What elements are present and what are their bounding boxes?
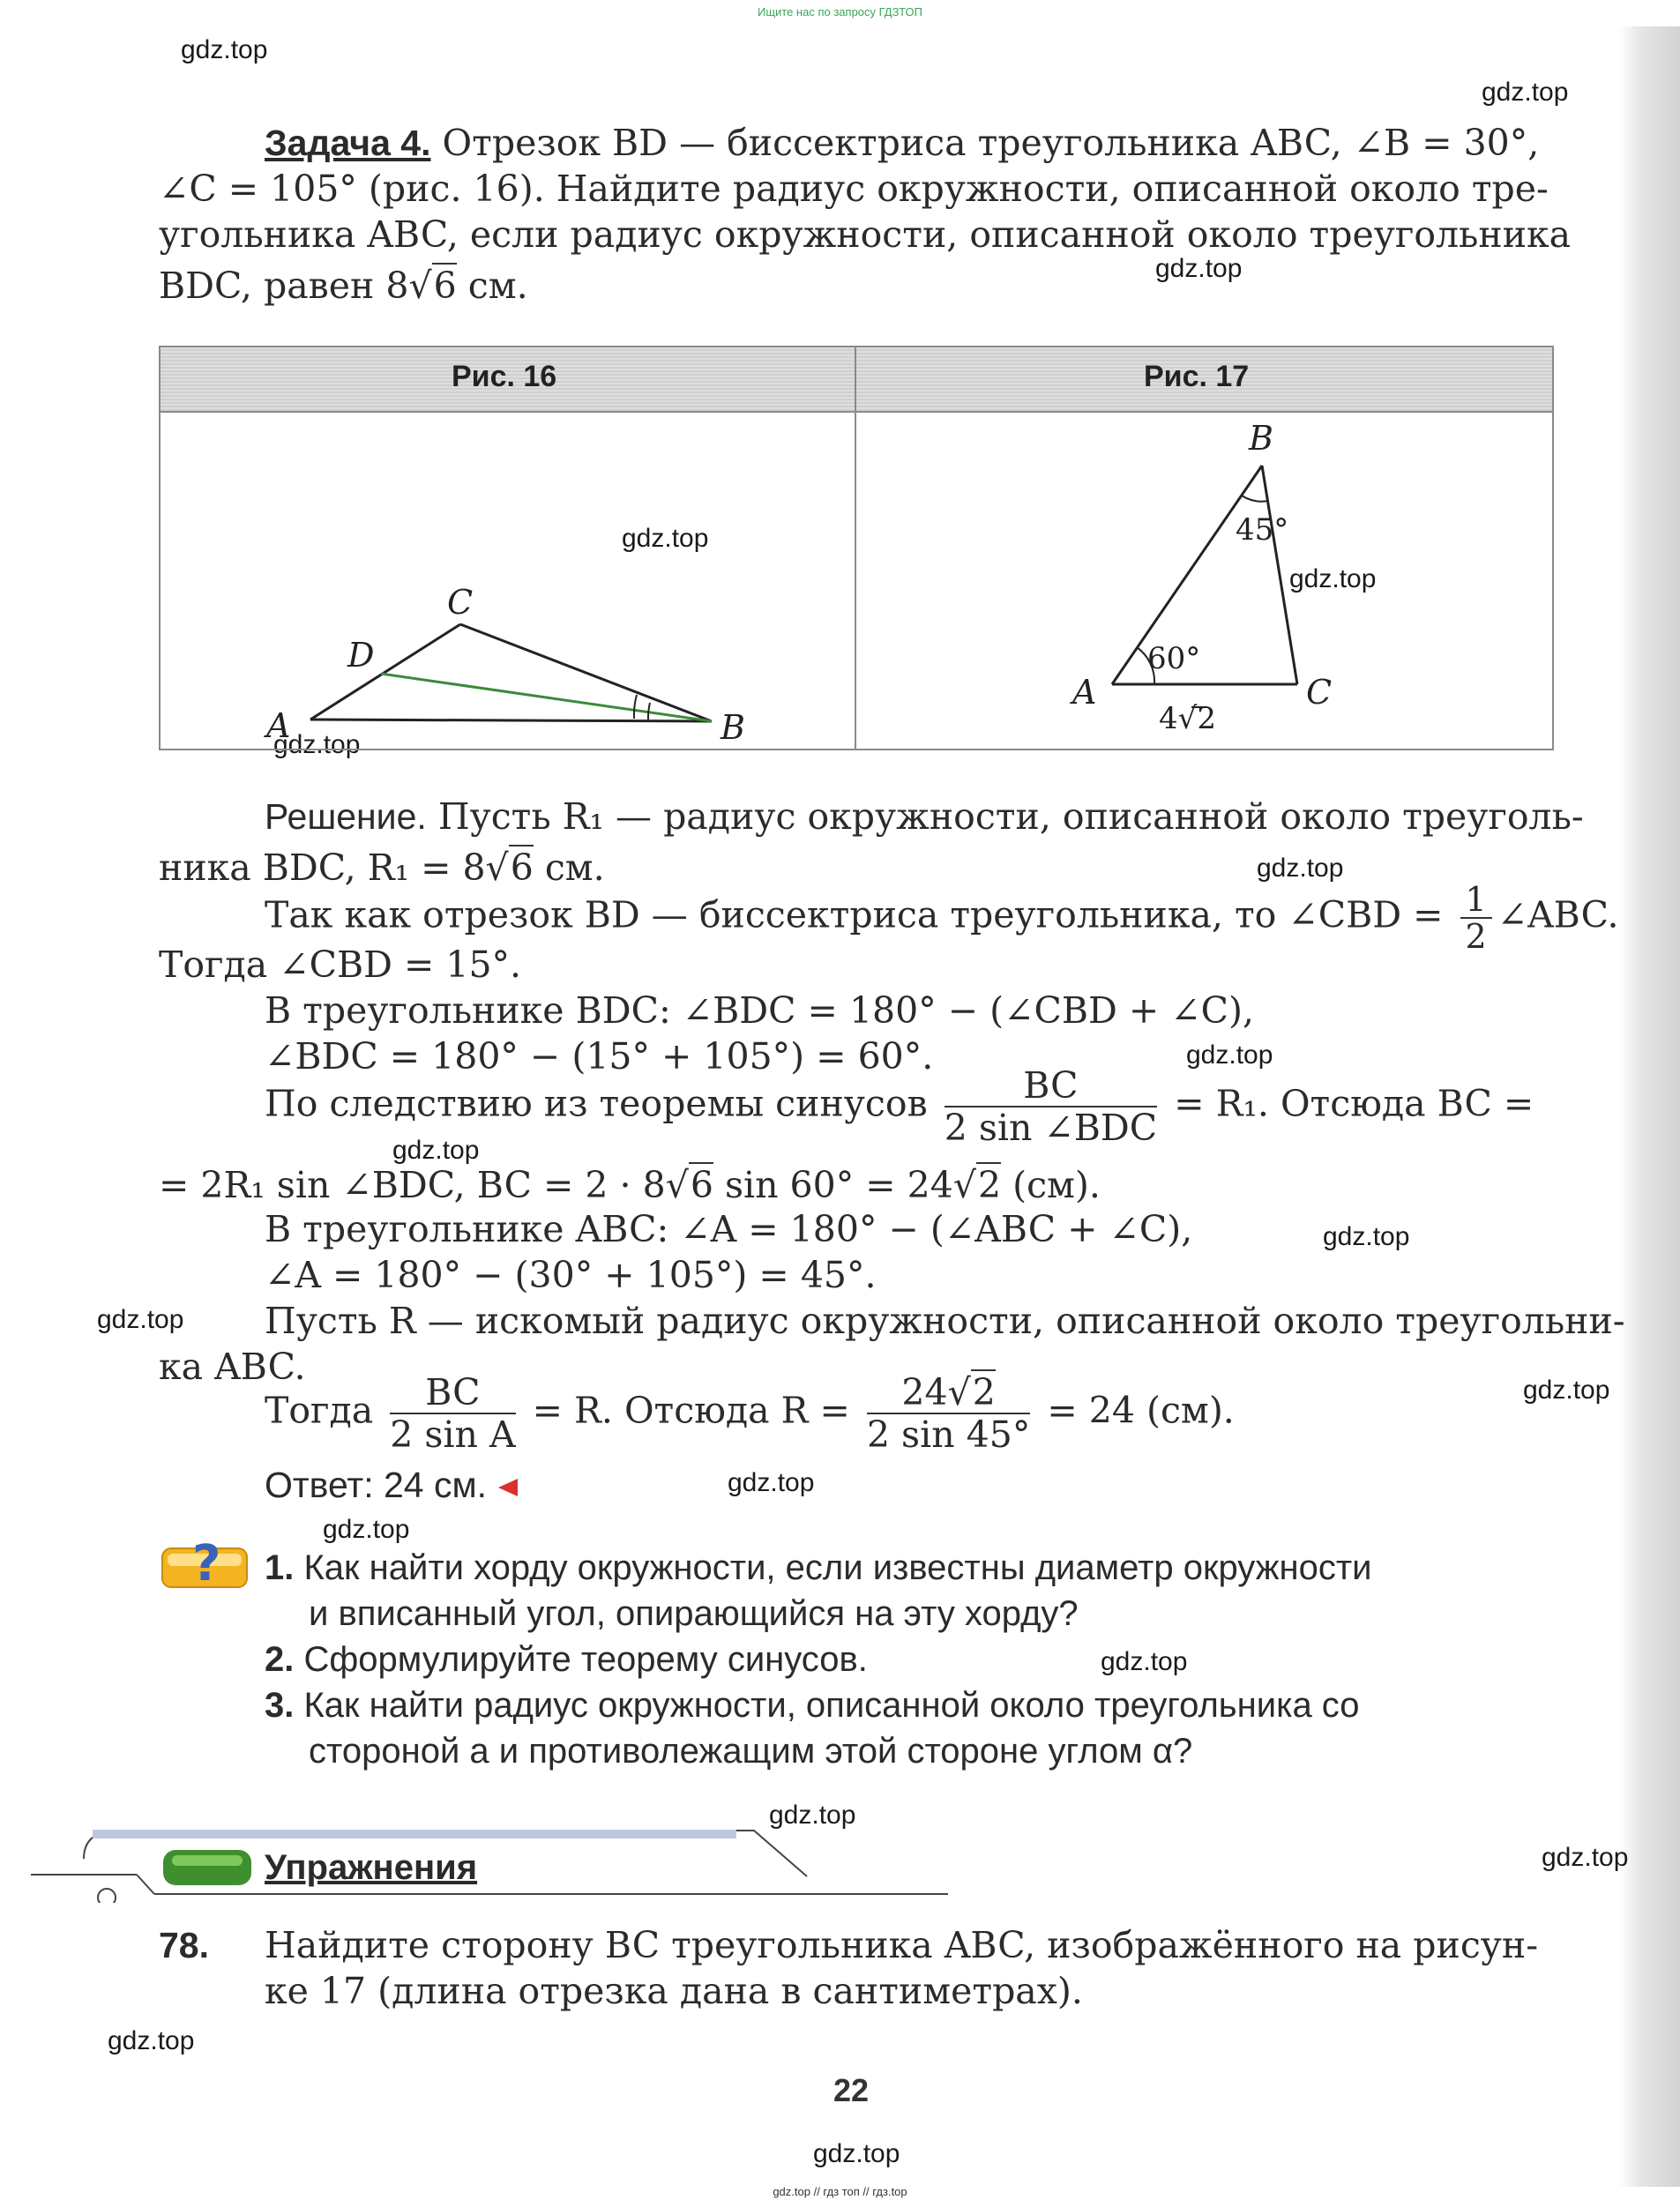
solution-line-9: В треугольнике ABC: ∠A = 180° − (∠ABC + ∠C), [265, 1208, 1193, 1250]
watermark: gdz.top [622, 524, 709, 553]
solution-line-12: ка ABC. [159, 1346, 306, 1388]
watermark: gdz.top [97, 1305, 184, 1334]
exercises-heading: Упражнения [265, 1848, 478, 1887]
question-3: 3. Как найти радиус окружности, описанной около треугольника со [265, 1686, 1360, 1725]
solution-line-7: По следствию из теоремы синусов $\frac{BC}{\text{2 sin ∠BDC}}$ = R₁. Отсюда BC = [265, 1064, 1534, 1149]
solution-line-13: Тогда $\frac{BC}{\text{2 sin A}}$ = R. Отсюда R = $\frac{24√2}{2 \sin 45^\circ}$ = 24 (см). [265, 1371, 1235, 1456]
exercise-78-line-1: 78. Найдите сторону BC треугольника ABC, изображённого на рисун- [159, 1924, 1539, 1966]
solution-line-8: = 2R₁ sin ∠BDC, BC = 2 · 8√6 sin 60° = 24√2 (см). [159, 1164, 1101, 1206]
label-b: B [721, 708, 745, 746]
watermark: gdz.top [1257, 854, 1344, 883]
watermark: gdz.top [1186, 1040, 1273, 1070]
watermark: gdz.top [1482, 78, 1569, 107]
figures-table [159, 346, 1554, 750]
solution-line-10: ∠A = 180° − (30° + 105°) = 45°. [265, 1254, 877, 1296]
watermark: gdz.top [181, 35, 268, 64]
label-c: C [1306, 673, 1333, 712]
solution-line-3: Так как отрезок BD — биссектриса треугольника, то ∠CBD = $\frac{1}{2}$ ∠ABC. [265, 880, 1619, 956]
side-bc [1262, 466, 1297, 684]
question-3-cont: стороной a и противолежащим этой стороне углом α? [309, 1732, 1193, 1771]
solution-line-6: ∠BDC = 180° − (15° + 105°) = 60°. [265, 1035, 934, 1078]
bottom-banner: gdz.top // гдз топ // гдз.top [773, 2185, 907, 2198]
answer-line: Ответ: 24 см. [265, 1462, 519, 1508]
solution-line-1: Решение. Пусть R₁ — радиус окружности, описанной около треуголь- [265, 795, 1584, 838]
watermark: gdz.top [1155, 254, 1243, 283]
watermark: gdz.top [392, 1136, 480, 1165]
angle-arc-b [634, 695, 637, 719]
question-2: 2. Сформулируйте теорему синусов. [265, 1640, 868, 1679]
task-label: Задача 4. [265, 123, 431, 163]
watermark: gdz.top [1523, 1376, 1610, 1405]
question-1: 1. Как найти хорду окружности, если известны диаметр окружности [265, 1548, 1372, 1587]
solution-line-5: В треугольнике BDC: ∠BDC = 180° − (∠CBD + ∠C), [265, 989, 1255, 1032]
watermark: gdz.top [1101, 1647, 1188, 1676]
angle-b-label: 45° [1236, 512, 1289, 548]
task-line-3: угольника ABC, если радиус окружности, описанной около треугольника [159, 213, 1572, 256]
label-a: A [1072, 673, 1097, 712]
label-a: A [266, 706, 291, 745]
side-cb [460, 624, 712, 721]
answer-end-marker-icon [497, 1477, 519, 1498]
top-banner: Ищите нас по запросу ГДЗТОП [757, 5, 922, 19]
fig16-title: Рис. 16 [452, 360, 557, 393]
task-line-2: ∠C = 105° (рис. 16). Найдите радиус окружности, описанной около тре- [159, 168, 1549, 210]
solution-line-11: Пусть R — искомый радиус окружности, описанной около треугольни- [265, 1300, 1625, 1342]
figures-header [161, 347, 1552, 413]
watermark: gdz.top [728, 1468, 815, 1497]
solution-line-4: Тогда ∠CBD = 15°. [159, 943, 522, 986]
question-1-cont: и вписанный угол, опирающийся на эту хорду? [309, 1594, 1079, 1633]
side-ab [310, 720, 712, 721]
fig16-drawing [161, 411, 854, 746]
label-b: B [1249, 419, 1273, 458]
side-ac-label: 4√2 [1159, 701, 1216, 736]
angle-a-label: 60° [1147, 641, 1201, 676]
watermark: gdz.top [769, 1801, 856, 1830]
watermark: gdz.top [1289, 564, 1377, 593]
task-line-1: Задача 4. Отрезок BD — биссектриса треугольника ABC, ∠B = 30°, [265, 122, 1540, 164]
side-ac [310, 624, 460, 720]
fig17-title: Рис. 17 [1144, 360, 1250, 393]
task-line-4: BDC, равен 8√6 см. [159, 265, 528, 307]
angle-arc-b [1242, 496, 1268, 502]
question-icon [159, 1533, 250, 1591]
watermark: gdz.top [813, 2139, 900, 2168]
bisector-bd [381, 674, 712, 721]
page-number: 22 [833, 2072, 870, 2108]
exercise-78-line-2: ке 17 (длина отрезка дана в сантиметрах). [265, 1970, 1083, 2012]
label-d: D [347, 636, 375, 675]
watermark: gdz.top [1542, 1843, 1629, 1872]
watermark: gdz.top [273, 730, 361, 759]
watermark: gdz.top [108, 2026, 195, 2055]
fig17-drawing [856, 411, 1550, 746]
label-c: C [447, 583, 474, 622]
watermark: gdz.top [1323, 1222, 1410, 1251]
svg-text:?: ? [192, 1535, 221, 1591]
solution-line-2: ника BDC, R₁ = 8√6 см. [159, 846, 605, 889]
exercises-header-decoration [31, 1823, 948, 1903]
watermark: gdz.top [323, 1515, 410, 1544]
